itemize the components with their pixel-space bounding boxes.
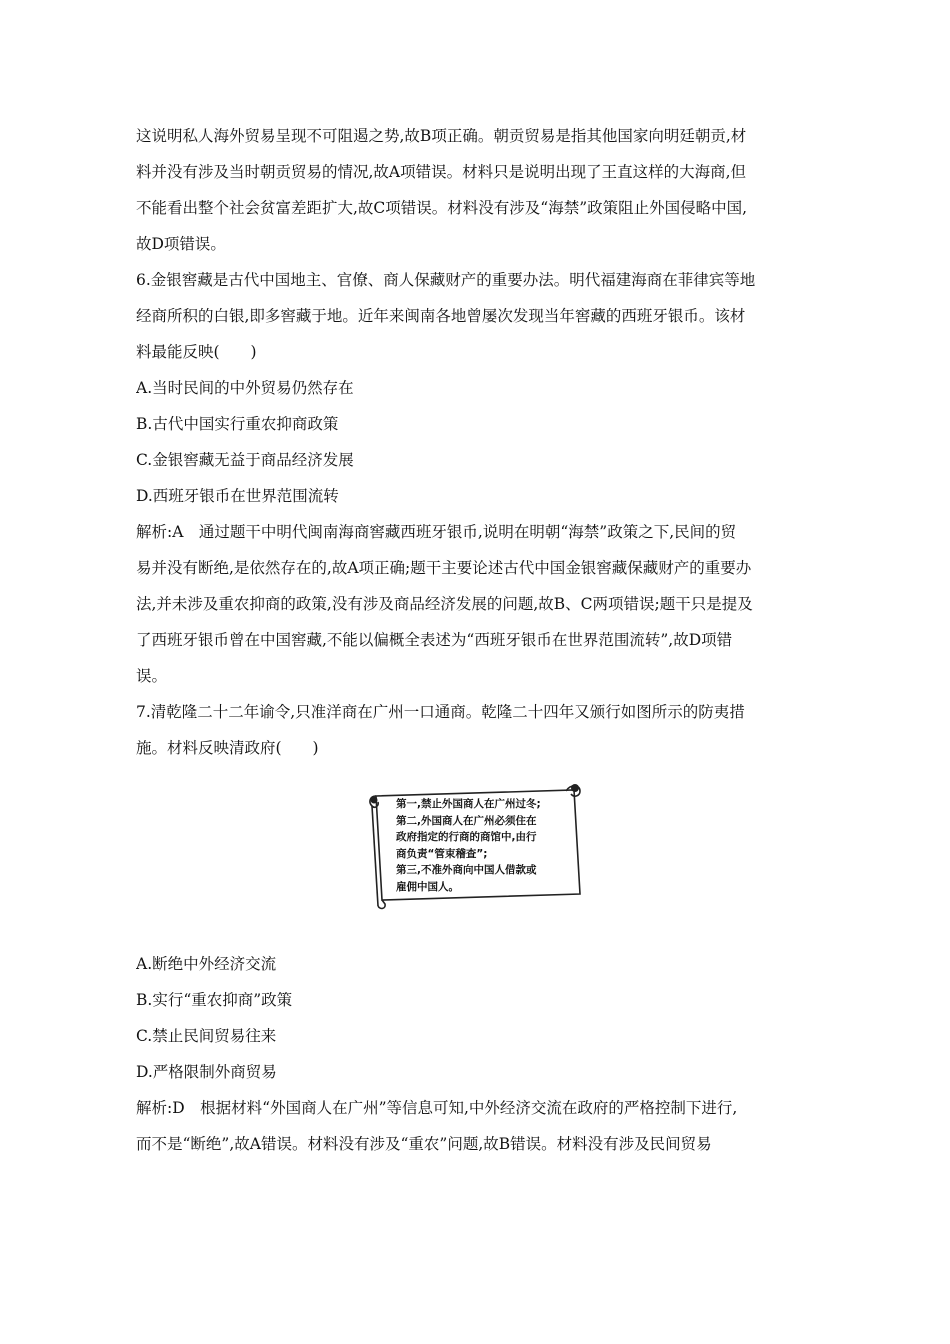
scroll-figure: [366, 782, 586, 912]
option-c: C.金银窖藏无益于商品经济发展: [136, 451, 354, 469]
text-line: 故D项错误。: [136, 235, 226, 253]
option-b: B.实行“重农抑商”政策: [136, 991, 293, 1009]
option-d: D.西班牙银币在世界范围流转: [136, 487, 339, 505]
scroll-text-line: 第一,禁止外国商人在广州过冬;: [396, 798, 541, 810]
text-line: 不能看出整个社会贫富差距扩大,故C项错误。材料没有涉及“海禁”政策阻止外国侵略中国,: [136, 199, 748, 217]
document-content: [136, 118, 816, 1162]
analysis-line: 法,并未涉及重农抑商的政策,没有涉及商品经济发展的问题,故B、C两项错误;题干只是提及: [136, 595, 753, 613]
option-d: D.严格限制外商贸易: [136, 1063, 277, 1081]
option-c: C.禁止民间贸易往来: [136, 1027, 277, 1045]
q5-analysis-continued: [136, 118, 816, 262]
scroll-text-line: 商负责“管束稽查”;: [396, 847, 488, 860]
analysis-line: 误。: [136, 667, 168, 685]
analysis-line: 而不是“断绝”,故A错误。材料没有涉及“重农”问题,故B错误。材料没有涉及民间贸易: [136, 1135, 712, 1153]
text-line: 这说明私人海外贸易呈现不可阻遏之势,故B项正确。朝贡贸易是指其他国家向明廷朝贡,材: [136, 127, 747, 145]
text-line: 料并没有涉及当时朝贡贸易的情况,故A项错误。材料只是说明出现了王直这样的大海商,但: [136, 163, 747, 181]
analysis-line: 解析:A 通过题干中明代闽南海商窖藏西班牙银币,说明在明朝“海禁”政策之下,民间的贸: [136, 523, 737, 541]
scroll-text: [396, 796, 576, 895]
question-stem-line: 6.金银窖藏是古代中国地主、官僚、商人保藏财产的重要办法。明代福建海商在菲律宾等地: [136, 271, 756, 289]
analysis-line: 易并没有断绝,是依然存在的,故A项正确;题干主要论述古代中国金银窖藏保藏财产的重要办: [136, 559, 752, 577]
scroll-text-line: 第二,外国商人在广州必须住在: [396, 814, 537, 827]
option-a: A.断绝中外经济交流: [136, 955, 277, 973]
figure-area: [136, 766, 816, 946]
scroll-text-line: 雇佣中国人。: [396, 880, 459, 893]
scroll-text-line: 政府指定的行商的商馆中,由行: [396, 831, 537, 843]
question-7: [136, 694, 816, 1162]
option-b: B.古代中国实行重农抑商政策: [136, 415, 339, 433]
question-stem-line: 经商所积的白银,即多窖藏于地。近年来闽南各地曾屡次发现当年窖藏的西班牙银币。该材: [136, 307, 746, 325]
question-stem-line: 7.清乾隆二十二年谕令,只准洋商在广州一口通商。乾隆二十四年又颁行如图所示的防夷措: [136, 703, 745, 721]
option-a: A.当时民间的中外贸易仍然存在: [136, 379, 354, 397]
scroll-text-line: 第三,不准外商向中国人借款或: [396, 864, 537, 876]
question-6: [136, 262, 816, 694]
analysis-line: 解析:D 根据材料“外国商人在广州”等信息可知,中外经济交流在政府的严格控制下进行,: [136, 1099, 738, 1117]
question-stem-line: 施。材料反映清政府( ): [136, 739, 319, 757]
question-stem-line: 料最能反映( ): [136, 343, 257, 361]
analysis-line: 了西班牙银币曾在中国窖藏,不能以偏概全表述为“西班牙银币在世界范围流转”,故D项错: [136, 631, 733, 649]
